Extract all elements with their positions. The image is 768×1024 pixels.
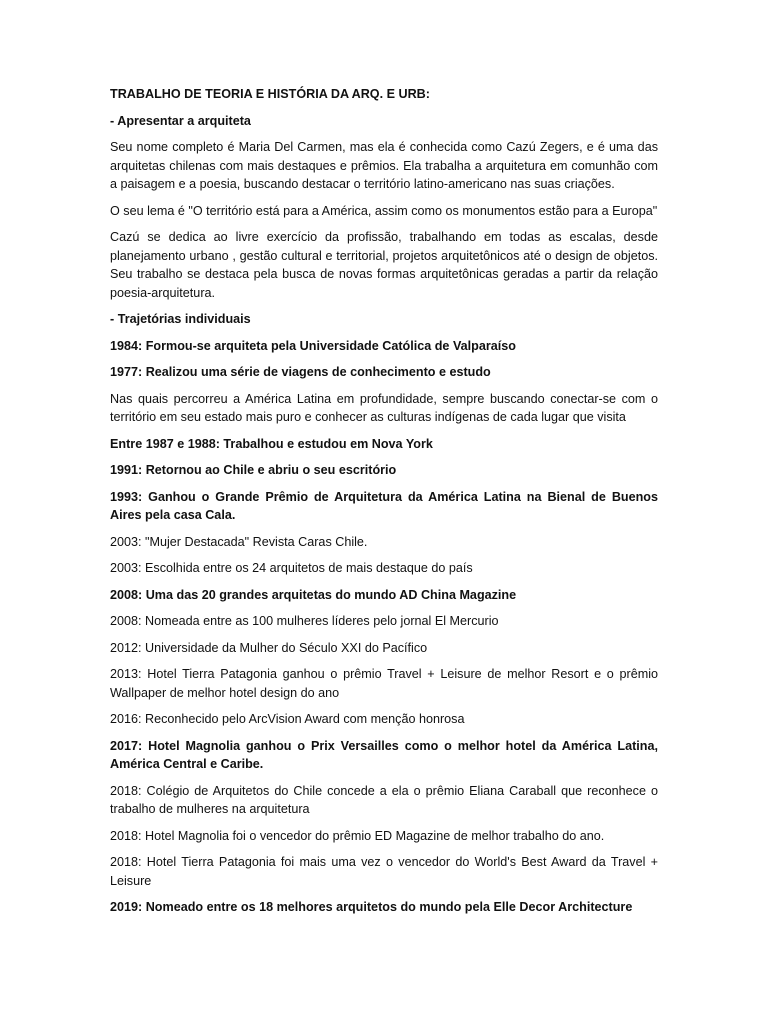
timeline-item: 2018: Hotel Magnolia foi o vencedor do prêmio ED Magazine de melhor trabalho do ano. bbox=[110, 828, 605, 843]
timeline-item: 2008: Nomeada entre as 100 mulheres líderes pelo jornal El Mercurio bbox=[110, 614, 499, 628]
timeline-item: Nas quais percorreu a América Latina em profundidade, sempre buscando conectar-se com o território em seu estado mais puro e conhecer as culturas indígenas de cada lugar que visita bbox=[110, 391, 658, 424]
section-heading-trajectories: - Trajetórias individuais bbox=[110, 312, 251, 326]
timeline-item: 2003: "Mujer Destacada" Revista Caras Chile. bbox=[110, 534, 368, 549]
timeline-item: 2008: Uma das 20 grandes arquitetas do mundo AD China Magazine bbox=[110, 587, 517, 602]
document-title: TRABALHO DE TEORIA E HISTÓRIA DA ARQ. E URB: bbox=[110, 87, 430, 101]
intro-paragraph: Seu nome completo é Maria Del Carmen, mas ela é conhecida como Cazú Zegers, e é uma das arquitetas chilenas com mais destaques e prêmios. Ela trabalha a arquitetura em comunhão com a paisagem e a poesia, buscando destacar o território latino-americano nas suas criações. bbox=[110, 140, 658, 191]
timeline-item: 2012: Universidade da Mulher do Século XXI do Pacífico bbox=[110, 640, 428, 655]
timeline-item: 2016: Reconhecido pelo ArcVision Award com menção honrosa bbox=[110, 712, 465, 726]
section-heading-architect: - Apresentar a arquiteta bbox=[110, 113, 251, 128]
timeline-item: 2019: Nomeado entre os 18 melhores arquitetos do mundo pela Elle Decor Architecture bbox=[110, 900, 633, 914]
timeline-item: 2013: Hotel Tierra Patagonia ganhou o prêmio Travel + Leisure de melhor Resort e o prêmio Wallpaper de melhor hotel design do ano bbox=[110, 667, 658, 700]
timeline-item: 2017: Hotel Magnolia ganhou o Prix Versailles como o melhor hotel da América Latina, América Central e Caribe. bbox=[110, 738, 658, 771]
practice-paragraph: Cazú se dedica ao livre exercício da profissão, trabalhando em todas as escalas, desde planejamento urbano , gestão cultural e territorial, projetos arquitetônicos até o design de objetos. Seu trabalho se destaca pela busca de novas formas arquitetônicas geradas a partir da relação poesia-arquitetura. bbox=[110, 230, 658, 300]
timeline-item: Entre 1987 e 1988: Trabalhou e estudou em Nova York bbox=[110, 436, 433, 451]
timeline-item: 2018: Hotel Tierra Patagonia foi mais uma vez o vencedor do World's Best Award da Travel + Leisure bbox=[110, 855, 658, 888]
timeline-item: 2003: Escolhida entre os 24 arquitetos de mais destaque do país bbox=[110, 561, 473, 575]
timeline-item: 1993: Ganhou o Grande Prêmio de Arquitetura da América Latina na Bienal de Buenos Aires pela casa Cala. bbox=[110, 489, 658, 522]
timeline-item: 1991: Retornou ao Chile e abriu o seu escritório bbox=[110, 463, 397, 477]
timeline-item: 1984: Formou-se arquiteta pela Universidade Católica de Valparaíso bbox=[110, 338, 516, 353]
timeline-item: 1977: Realizou uma série de viagens de conhecimento e estudo bbox=[110, 365, 491, 379]
timeline-item: 2018: Colégio de Arquitetos do Chile concede a ela o prêmio Eliana Caraball que reconhece o trabalho de mulheres na arquitetura bbox=[110, 783, 658, 816]
motto-paragraph: O seu lema é "O território está para a América, assim como os monumentos estão para a Europa" bbox=[110, 203, 658, 218]
